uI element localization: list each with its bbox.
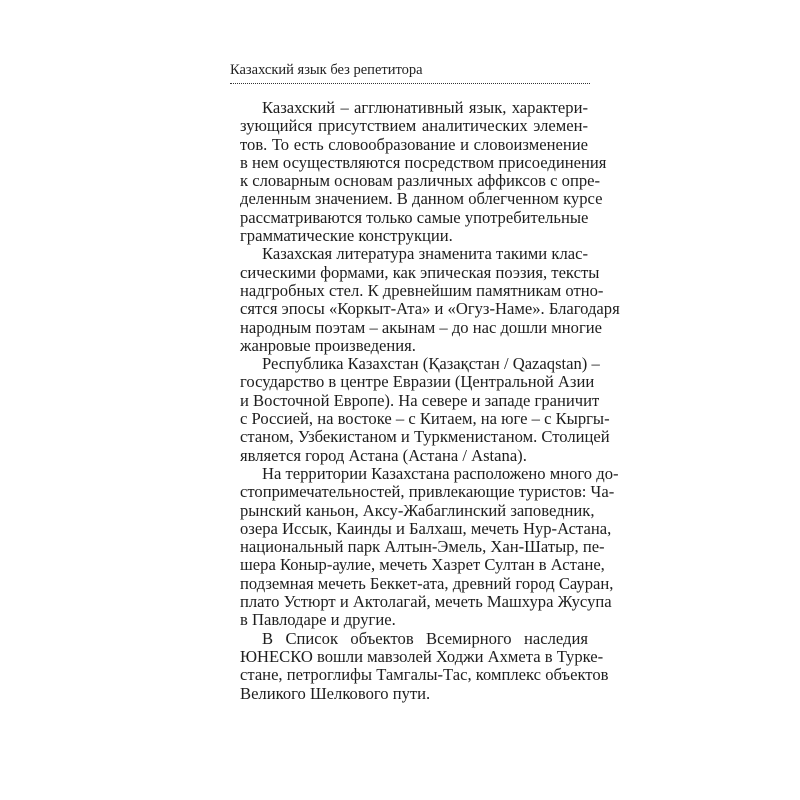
paragraph [240, 354, 610, 465]
text-line: к словарным основам различных аффиксов с опре- [240, 171, 601, 191]
text-line: ЮНЕСКО вошли мавзолей Ходжи Ахмета в Турке- [240, 646, 604, 666]
text-line: зующийся присутствием аналитических элемен- [240, 116, 588, 136]
text-line: и Восточной Европе). На севере и западе граничит [240, 390, 600, 410]
text-line: Казахский – агглюнативный язык, характери- [262, 98, 588, 117]
text-line: жанровые произведения. [240, 335, 416, 355]
text-line: шера Коныр-аулие, мечеть Хазрет Султан в Астане, [240, 555, 605, 575]
text-line: стане, петроглифы Тамгалы-Тас, комплекс объектов [240, 665, 609, 685]
text-line: рынский каньон, Аксу-Жабаглинский заповедник, [240, 500, 595, 520]
text-line: станом, Узбекистаном и Туркменистаном. Столицей [240, 427, 610, 447]
paragraph [240, 463, 619, 630]
text-line: народным поэтам – акынам – до нас дошли многие [240, 317, 603, 337]
text-line: деленным значением. В данном облегченном курсе [240, 189, 603, 209]
running-header: Казахский язык без репетитора [230, 62, 423, 78]
text-line: Казахская литература знаменита такими клас- [262, 244, 588, 264]
text-line: рассматриваются только самые употребительные [240, 207, 589, 227]
text-line: национальный парк Алтын-Эмель, Хан-Шатыр, пе- [240, 537, 605, 557]
text-line: сическими формами, как эпическая поэзия, тексты [240, 262, 600, 282]
text-line: В Список объектов Всемирного наследия [262, 628, 588, 648]
text-line: в Павлодаре и другие. [240, 610, 396, 630]
text-line: озера Иссык, Каинды и Балхаш, мечеть Нур-Астана, [240, 518, 612, 538]
text-line: стопримечательностей, привлекающие туристов: Ча- [240, 482, 615, 502]
text-line: в нем осуществляются посредством присоединения [240, 152, 607, 172]
text-line: сятся эпосы «Коркыт-Ата» и «Огуз-Наме». Благодаря [240, 299, 620, 319]
text-line: плато Устюрт и Актолагай, мечеть Машхура Жусупа [240, 592, 612, 612]
text-line: государство в центре Евразии (Центральной Азии [240, 372, 595, 392]
text-line: грамматические конструкции. [240, 226, 453, 246]
text-line: надгробных стел. К древнейшим памятникам отно- [240, 280, 604, 300]
text-line: является город Астана (Астана / Astana). [240, 445, 527, 465]
paragraph [240, 628, 609, 703]
text-line: На территории Казахстана расположено много до- [262, 463, 619, 483]
text-line: тов. То есть словообразование и словоизменение [240, 134, 588, 154]
text-line: подземная мечеть Беккет-ата, древний город Сауран, [240, 573, 614, 593]
text-line: Великого Шелкового пути. [240, 683, 431, 703]
text-line: Республика Казахстан (Қазақстан / Qazaqstan) – [262, 354, 600, 374]
paragraph [240, 244, 620, 355]
body-text [240, 98, 620, 703]
text-line: с Россией, на востоке – с Китаем, на юге – с Кыргы- [240, 409, 610, 429]
paragraph [240, 98, 607, 246]
header-dotted-rule [230, 83, 590, 84]
